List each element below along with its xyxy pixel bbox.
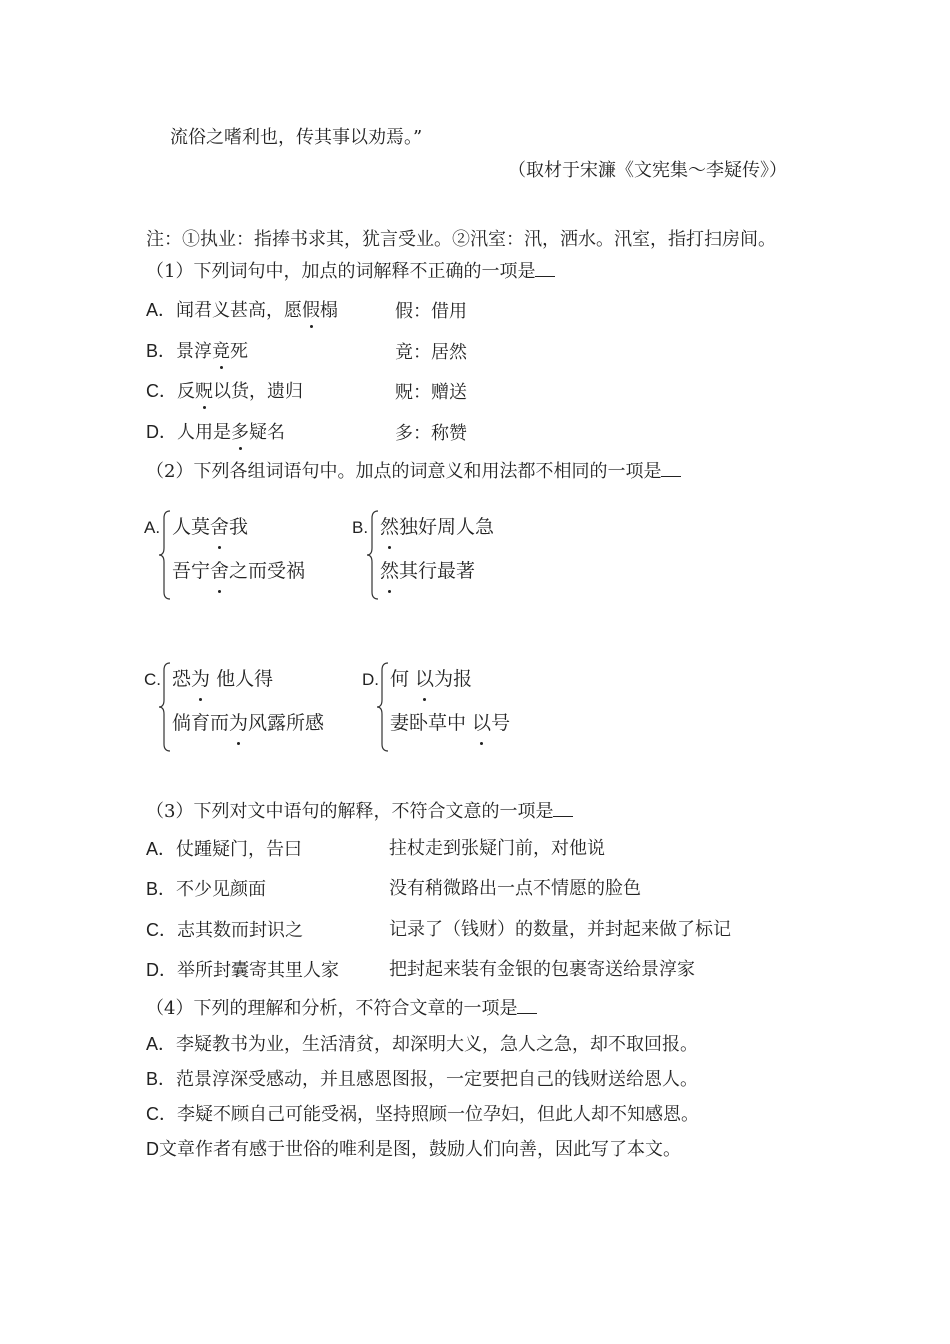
option-text: 举所封囊寄其里人家 [177,960,339,981]
option-letter: D． [146,422,177,442]
group-line-2 [390,708,510,735]
group-line-1 [172,664,273,691]
q3-stem-text: （3）下列对文中语句的解释，不符合文意的一项是 [146,801,554,822]
q3-stem [146,800,573,824]
q2-stem [146,460,681,484]
group-text: 人莫 [172,516,211,538]
option-text: 死 [230,341,249,362]
dotted-word: 假 [302,300,321,321]
passage-source: （取材于宋濂《文宪集～李疑传》） [508,160,787,181]
group-line-1 [172,512,248,539]
q4-stem [146,997,537,1021]
option-letter: A． [146,300,177,320]
q3-option-a [146,837,302,862]
option-text: 疑名 [249,422,285,443]
group-text: 我 [229,516,249,538]
q1-gloss-a: 假：借用 [395,301,467,322]
answer-blank [517,997,537,1014]
dotted-word: 舍 [210,512,229,539]
q3-gloss-c: 记录了（钱财）的数量，并封起来做了标记 [389,919,731,940]
q1-gloss-c: 贶：赠送 [395,382,467,403]
group-text: 妻卧草中 [390,712,473,734]
q4-option-d [146,1137,681,1162]
q3-gloss-b: 没有稍微路出一点不情愿的脸色 [389,878,641,899]
dotted-word: 为 [191,664,210,691]
option-letter: C． [146,381,177,401]
group-text: 号 [491,712,511,734]
q3-gloss-d: 把封起来装有金银的包裹寄送给景淳家 [389,959,695,980]
q2-group-d [362,660,562,755]
brace-icon [366,510,380,600]
q1-gloss-b: 竟：居然 [395,342,467,363]
option-text: 文章作者有感于世俗的唯利是图，鼓励人们向善，因此写了本文。 [159,1139,681,1160]
q3-option-d [146,958,339,983]
dotted-word: 舍 [210,556,229,583]
group-text: 倘育而 [172,712,230,734]
dotted-word: 贶 [195,381,213,402]
group-line-2 [172,708,324,735]
brace-icon [158,510,172,600]
dotted-word: 多 [231,422,249,443]
group-text: 其行最著 [399,560,476,582]
q1-option-b [146,339,248,364]
option-text: 闻君义甚高，愿 [176,300,303,321]
option-text: 李疑教书为业，生活清贫，却深明大义，急人之急，却不取回报。 [176,1034,699,1055]
q1-stem-text: （1）下列词句中，加点的词解释不正确的一项是 [146,261,536,282]
option-text: 人用是 [177,422,231,443]
group-text: 之而受祸 [229,560,306,582]
dotted-word: 然 [380,556,399,583]
option-letter: A． [146,1034,177,1054]
group-text: 何 [390,668,416,690]
group-letter: B. [352,518,369,537]
q1-option-a [146,298,338,323]
q2-group-a [144,508,344,603]
group-text: 吾宁 [172,560,211,582]
q1-option-d [146,420,285,445]
q4-option-b [146,1067,698,1092]
option-letter: B． [146,341,177,361]
brace-icon [158,662,172,752]
group-text: 为报 [434,668,473,690]
option-text: 仗踵疑门，告曰 [176,839,303,860]
q1-option-c [146,379,303,404]
option-text: 以货，遗归 [213,381,303,402]
answer-blank [553,800,573,817]
group-text: 他人得 [210,668,274,690]
option-text: 不少见颜面 [176,879,267,900]
dotted-word: 为 [229,708,248,735]
group-line-1 [380,512,494,539]
q1-gloss-d: 多：称赞 [395,423,467,444]
dotted-word: 然 [380,512,399,539]
q2-group-c [144,660,354,755]
group-letter: A. [144,518,161,537]
option-text: 李疑不顾自己可能受祸，坚持照顾一位孕妇，但此人却不知感恩。 [177,1104,699,1125]
option-text: 景淳 [176,341,213,362]
q3-option-c [146,918,303,943]
option-letter: A． [146,839,177,859]
group-line-1 [390,664,472,691]
option-letter: B． [146,1069,177,1089]
group-text: 独好周人急 [399,516,495,538]
q1-stem [146,260,555,284]
group-letter: C. [144,670,161,689]
dotted-word: 以 [415,664,434,691]
brace-icon [376,662,390,752]
group-letter: D. [362,670,379,689]
dotted-word: 竟 [212,341,231,362]
group-line-2 [172,556,305,583]
group-text: 风露所感 [248,712,325,734]
q2-stem-text: （2）下列各组词语句中。加点的词意义和用法都不相同的一项是 [146,461,662,482]
option-letter: D [146,1139,159,1159]
q3-option-b [146,877,266,902]
group-text: 恐 [172,668,192,690]
dotted-word: 以 [472,708,491,735]
answer-blank [535,260,555,277]
answer-blank [661,460,681,477]
passage-note: 注：①执业：指捧书求其，犹言受业。②汛室：汛，洒水。汛室，指打扫房间。 [146,229,776,250]
group-line-2 [380,556,475,583]
option-letter: D． [146,960,177,980]
option-letter: C． [146,1104,177,1124]
q4-stem-text: （4）下列的理解和分析，不符合文章的一项是 [146,998,518,1019]
q2-group-b [352,508,552,603]
option-text: 反 [177,381,195,402]
option-text: 榻 [320,300,339,321]
passage-tail: 流俗之嗜利也，传其事以劝焉。” [170,127,423,148]
option-text: 志其数而封识之 [177,920,303,941]
q4-option-a [146,1032,698,1057]
q3-gloss-a: 拄杖走到张疑门前，对他说 [389,838,605,859]
option-letter: C． [146,920,177,940]
option-letter: B． [146,879,177,899]
q4-option-c [146,1102,699,1127]
option-text: 范景淳深受感动，并且感恩图报，一定要把自己的钱财送给恩人。 [176,1069,699,1090]
